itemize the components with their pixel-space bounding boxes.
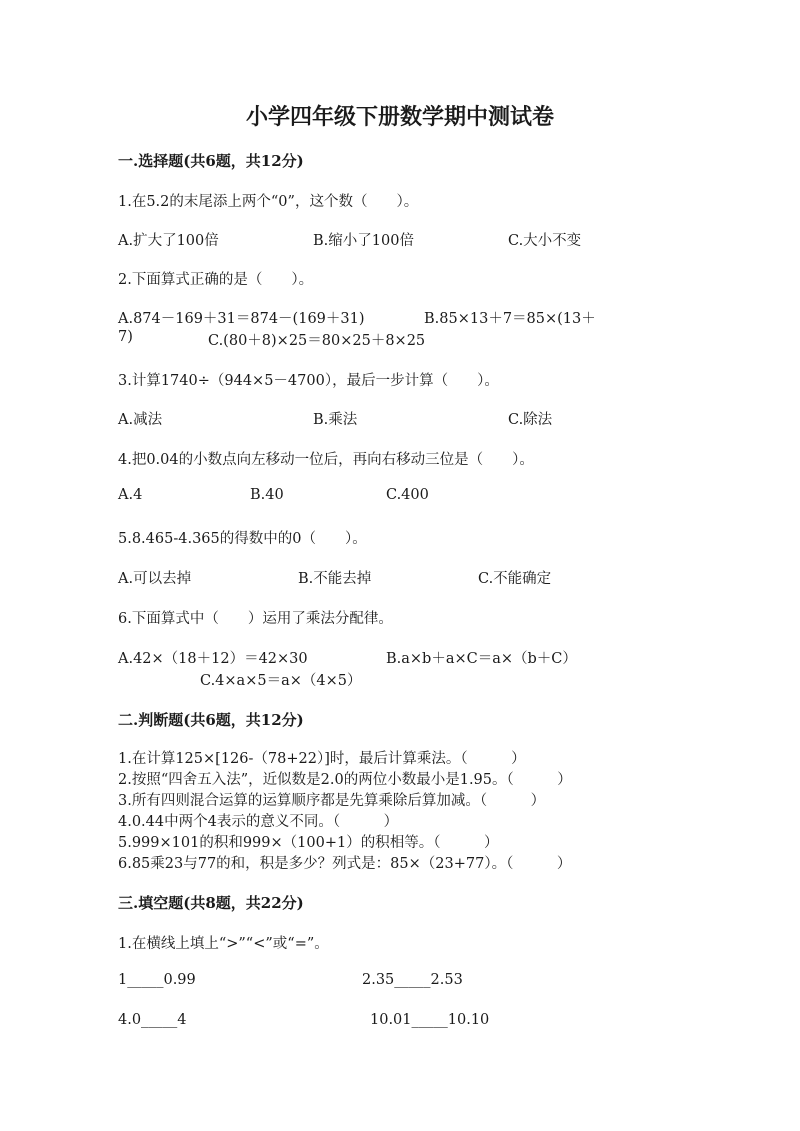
option-b: B.85×13＋7＝85×(13＋ [424,311,596,327]
option-c: C.400 [386,487,429,503]
option-b-continued: 7) [118,329,133,345]
question-stem: 2.下面算式正确的是（ ）。 [118,272,314,288]
question-stem: 4.把0.04的小数点向左移动一位后，再向右移动三位是（ ）。 [118,452,534,468]
option-c: C.除法 [508,412,553,428]
question-stem: 1.在5.2的末尾添上两个“0”，这个数（ ）。 [118,194,419,210]
question-stem: 5.8.465-4.365的得数中的0（ ）。 [118,531,367,547]
judgement-item: 6.85乘23与77的和，积是多少？列式是：85×（23+77）。（ ） [118,856,572,872]
fill-blank: 2.35_____2.53 [362,972,463,988]
judgement-item: 5.999×101的积和999×（100+1）的积相等。（ ） [118,835,499,851]
section-heading-judgement: 二.判断题(共6题，共12分) [118,711,304,729]
option-b: B.a×b＋a×C＝a×（b＋C） [386,651,577,667]
judgement-item: 1.在计算125×[126-（78+22）]时，最后计算乘法。（ ） [118,751,526,767]
option-a: A.扩大了100倍 [118,233,219,249]
option-b: B.缩小了100倍 [313,233,414,249]
option-b: B.乘法 [313,412,358,428]
judgement-item: 3.所有四则混合运算的运算顺序都是先算乘除后算加减。（ ） [118,793,546,809]
option-b: B.40 [250,487,284,503]
option-c: C.4×a×5＝a×（4×5） [200,673,362,689]
fill-blank: 1_____0.99 [118,972,196,988]
option-a: A.42×（18＋12）＝42×30 [118,651,308,667]
option-b: B.不能去掉 [298,571,372,587]
option-a: A.减法 [118,412,163,428]
fill-blank: 4.0_____4 [118,1012,187,1028]
option-c: C.大小不变 [508,233,582,249]
option-c: C.(80＋8)×25＝80×25＋8×25 [208,333,426,349]
option-a: A.4 [118,487,143,503]
option-a: A.可以去掉 [118,571,192,587]
section-heading-fill: 三.填空题(共8题，共22分) [118,894,304,912]
judgement-item: 2.按照“四舍五入法”，近似数是2.0的两位小数最小是1.95。（ ） [118,772,572,788]
judgement-item: 4.0.44中两个4表示的意义不同。（ ） [118,814,399,830]
question-stem: 6.下面算式中（ ）运用了乘法分配律。 [118,611,393,627]
option-c: C.不能确定 [478,571,552,587]
question-stem: 3.计算1740÷（944×5－4700），最后一步计算（ ）。 [118,373,499,389]
fill-blank: 10.01_____10.10 [370,1012,490,1028]
option-a: A.874－169＋31＝874－(169＋31) [118,311,365,327]
section-heading-choice: 一.选择题(共6题，共12分) [118,152,304,170]
page-title: 小学四年级下册数学期中测试卷 [245,104,554,130]
question-stem: 1.在横线上填上“>”“<”或“=”。 [118,936,329,952]
